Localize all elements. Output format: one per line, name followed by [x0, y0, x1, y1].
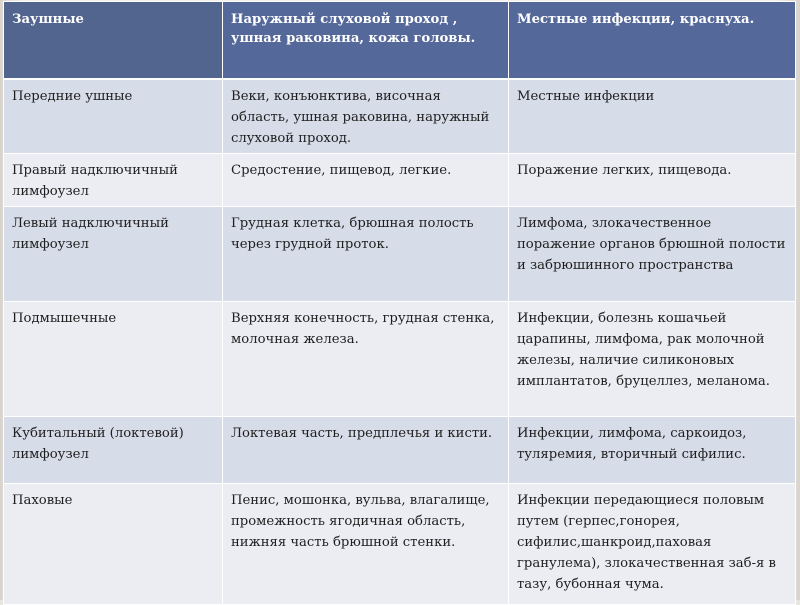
cell-node: Правый надключичный лимфоузел	[4, 153, 223, 206]
cell-drainage: Локтевая часть, предплечья и кисти.	[223, 416, 509, 483]
cell-node: Левый надключичный лимфоузел	[4, 206, 223, 301]
table-row	[4, 153, 796, 206]
cell-causes: Инфекции, болезнь кошачьей царапины, лимфома, рак молочной железы, наличие силиконовых имплантатов, бруцеллез, меланома.	[509, 301, 796, 416]
cell-drainage: Грудная клетка, брюшная полость через грудной проток.	[223, 206, 509, 301]
cell-node: Паховые	[4, 483, 223, 604]
cell-node: Кубитальный (локтевой) лимфоузел	[4, 416, 223, 483]
cell-causes: Местные инфекции	[509, 79, 796, 154]
header-cell-node: Заушные	[4, 2, 223, 79]
cell-drainage: Верхняя конечность, грудная стенка, молочная железа.	[223, 301, 509, 416]
cell-causes: Инфекции, лимфома, саркоидоз, туляремия, вторичный сифилис.	[509, 416, 796, 483]
cell-drainage: Веки, конъюнктива, височная область, ушная раковина, наружный слуховой проход.	[223, 79, 509, 154]
table-row	[4, 206, 796, 301]
table-row	[4, 79, 796, 154]
table-row	[4, 483, 796, 604]
table-row	[4, 416, 796, 483]
cell-causes: Лимфома, злокачественное поражение органов брюшной полости и забрюшинного пространства	[509, 206, 796, 301]
cell-node: Передние ушные	[4, 79, 223, 154]
cell-causes: Поражение легких, пищевода.	[509, 153, 796, 206]
cell-causes: Инфекции передающиеся половым путем (герпес,гонорея, сифилис,шанкроид,паховая гранулема), злокачественная заб-я в тазу, бубонная чума.	[509, 483, 796, 604]
lymph-node-table	[3, 1, 796, 605]
table-header-row	[4, 2, 796, 79]
header-cell-drainage: Наружный слуховой проход , ушная раковина, кожа головы.	[223, 2, 509, 79]
cell-node: Подмышечные	[4, 301, 223, 416]
cell-drainage: Пенис, мошонка, вульва, влагалище, промежность ягодичная область, нижняя часть брюшной стенки.	[223, 483, 509, 604]
table-row	[4, 301, 796, 416]
header-cell-causes: Местные инфекции, краснуха.	[509, 2, 796, 79]
cell-drainage: Средостение, пищевод, легкие.	[223, 153, 509, 206]
